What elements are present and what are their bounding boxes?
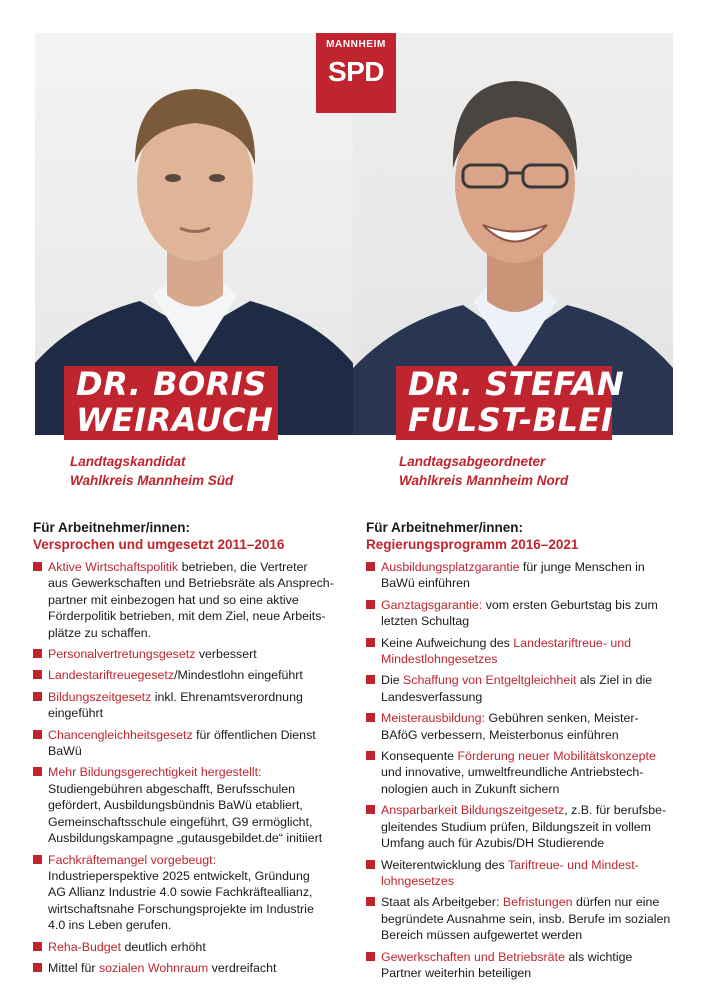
column-heading	[366, 519, 676, 553]
list-item: Keine Aufweichung des Landestariftreue- und Mindestlohngesetzes	[366, 635, 676, 668]
heading: Für Arbeitnehmer/innen:	[33, 520, 191, 535]
role-district: Wahlkreis Mannheim Süd	[70, 473, 234, 488]
logo-city: MANNHEIM	[326, 39, 386, 50]
name-line2: WEIRAUCH	[76, 401, 274, 439]
name-line1: DR. BORIS	[76, 365, 267, 403]
list-item: Chancengleichheitsgesetz für öffentlichen Dienst BaWü	[33, 727, 351, 760]
list-item: Konsequente Förderung neuer Mobilitätskonzepte und innovative, umweltfreundliche Antriebstech- nologien auch in Zukunft sichern	[366, 748, 676, 797]
list-item: Ansparbarkeit Bildungszeitgesetz, z.B. für berufsbe- gleitendes Studium prüfen, Bildungszeit in vollem Umfang auch für Azubis/DH Studierende	[366, 802, 676, 851]
list-item: Bildungszeitgesetz inkl. Ehrenamtsverordnung eingeführt	[33, 689, 351, 722]
subheading: Versprochen und umgesetzt 2011–2016	[33, 537, 285, 552]
name-line2: FULST-BLEI	[408, 401, 614, 439]
list-item: Meisterausbildung: Gebühren senken, Meister- BAföG verbessern, Meisterbonus einführen	[366, 710, 676, 743]
list-item: Ausbildungsplatzgarantie für junge Menschen in BaWü einführen	[366, 559, 676, 592]
subheading: Regierungsprogramm 2016–2021	[366, 537, 579, 552]
list-item: Mittel für sozialen Wohnraum verdreifacht	[33, 960, 351, 976]
role-title: Landtagsabgeordneter	[399, 454, 546, 469]
list-item: Die Schaffung von Entgeltgleichheit als Ziel in die Landesverfassung	[366, 672, 676, 705]
spd-logo	[316, 33, 396, 113]
achievement-list	[33, 559, 351, 976]
list-item: Mehr Bildungsgerechtigkeit hergestellt: Studiengebühren abgeschafft, Berufsschulen gefördert, Ausbildungsbündnis BaWü etabliert, Gemeinschaftsschule eingeführt, G9 ermöglicht, Ausbildungskampagne „gutausgebildet.de“ initiiert	[33, 764, 351, 846]
name-line1: DR. STEFAN	[408, 365, 625, 403]
heading: Für Arbeitnehmer/innen:	[366, 520, 524, 535]
program-column	[366, 519, 676, 986]
list-item: Weiterentwicklung des Tariftreue- und Mindest- lohngesetzes	[366, 857, 676, 890]
role-title: Landtagskandidat	[70, 454, 186, 469]
list-item: Staat als Arbeitgeber: Befristungen dürfen nur eine begründete Ausnahme sein, insb. Berufe im sozialen Bereich müssen aufgewertet werden	[366, 894, 676, 943]
list-item: Gewerkschaften und Betriebsräte als wichtige Partner weiterhin beteiligen	[366, 949, 676, 982]
candidate-role-right	[399, 452, 568, 490]
list-item: Reha-Budget deutlich erhöht	[33, 939, 351, 955]
role-district: Wahlkreis Mannheim Nord	[399, 473, 569, 488]
list-item: Fachkräftemangel vorgebeugt: Industrieperspektive 2025 entwickelt, Gründung AG Allianz Industrie 4.0 sowie Fachkräfteallianz, wirtschaftsnahe Forschungsprojekte im Industrie 4.0 ins Leben gerufen.	[33, 852, 351, 934]
list-item: Landestariftreuegesetz/Mindestlohn eingeführt	[33, 667, 351, 683]
program-list	[366, 559, 676, 981]
candidate-name-left	[64, 366, 278, 440]
achievements-column	[33, 519, 351, 981]
list-item: Ganztagsgarantie: vom ersten Geburtstag bis zum letzten Schultag	[366, 597, 676, 630]
candidate-name-right	[396, 365, 625, 440]
list-item: Aktive Wirtschaftspolitik betrieben, die Vertreter aus Gewerkschaften und Betriebsräte als Ansprech- partner mit einbezogen hat und so eine aktive Förderpolitik betrieben, mit dem Ziel, neue Arbeits- plätze zu schaffen.	[33, 559, 351, 641]
list-item: Personalvertretungsgesetz verbessert	[33, 646, 351, 662]
logo-party: SPD	[327, 56, 385, 87]
candidate-role-left	[70, 452, 233, 490]
column-heading	[33, 519, 351, 553]
